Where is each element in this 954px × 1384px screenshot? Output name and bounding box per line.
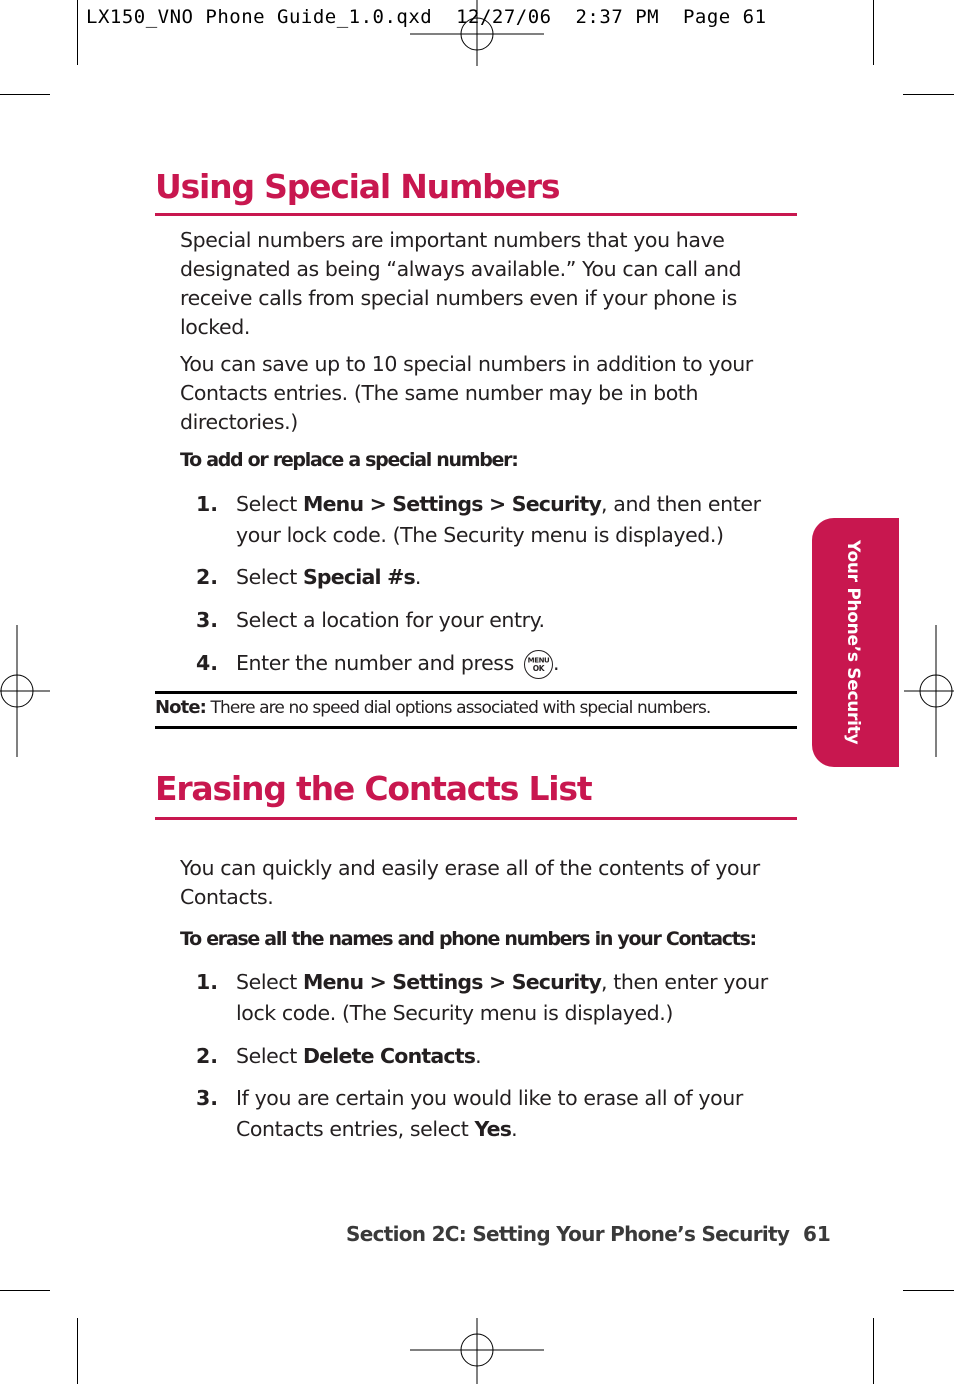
print-slug: LX150_VNO Phone Guide_1.0.qxd 12/27/06 2:37 PM Page 61 bbox=[86, 6, 767, 28]
subhead-erase-all: To erase all the names and phone numbers in your Contacts: bbox=[180, 928, 756, 950]
step-number: 1. bbox=[196, 492, 219, 516]
paragraph-erase-intro: You can quickly and easily erase all of the contents of your Contacts. bbox=[180, 856, 760, 909]
menu-ok-key-label: OK bbox=[532, 663, 545, 673]
registration-mark-icon bbox=[410, 1318, 544, 1384]
step-number: 4. bbox=[196, 651, 219, 675]
title-rule bbox=[155, 817, 797, 820]
step-number: 3. bbox=[196, 1086, 219, 1110]
crop-mark bbox=[903, 1290, 954, 1291]
section-title-special-numbers: Using Special Numbers bbox=[155, 167, 560, 206]
step-number: 1. bbox=[196, 970, 219, 994]
note-rule-bottom bbox=[155, 726, 797, 729]
side-tab-label: Your Phone’s Security bbox=[843, 540, 863, 745]
registration-mark-icon bbox=[904, 625, 954, 757]
crop-mark bbox=[77, 0, 78, 65]
note-rule-top bbox=[155, 691, 797, 694]
registration-mark-icon bbox=[410, 0, 544, 66]
subhead-add-special: To add or replace a special number: bbox=[180, 449, 518, 471]
step-number: 2. bbox=[196, 565, 219, 589]
note-text: There are no speed dial options associated with special numbers. bbox=[205, 698, 711, 718]
menu-ok-key-icon bbox=[524, 650, 553, 679]
step-number: 3. bbox=[196, 608, 219, 632]
registration-mark-icon bbox=[0, 625, 50, 757]
paragraph-special-limit: You can save up to 10 special numbers in addition to your Contacts entries. (The same number may be in both directories.) bbox=[180, 352, 753, 434]
crop-mark bbox=[77, 1318, 78, 1384]
menu-ok-key-label: MENU bbox=[527, 656, 550, 664]
crop-mark bbox=[0, 94, 50, 95]
crop-mark bbox=[903, 94, 954, 95]
crop-mark bbox=[873, 0, 874, 65]
step-text: Select Special #s. bbox=[236, 565, 421, 589]
side-tab bbox=[812, 518, 899, 767]
page-number: 61 bbox=[803, 1222, 831, 1246]
section-title-erasing-contacts: Erasing the Contacts List bbox=[155, 769, 592, 808]
step-text: If you are certain you would like to erase all of your Contacts entries, select Yes. bbox=[236, 1086, 743, 1141]
note bbox=[155, 697, 710, 718]
crop-mark bbox=[873, 1318, 874, 1384]
step-text: Select Menu > Settings > Security, then enter your lock code. (The Security menu is displayed.) bbox=[236, 970, 768, 1025]
crop-mark bbox=[0, 1290, 50, 1291]
step-text: Select Menu > Settings > Security, and then enter your lock code. (The Security menu is displayed.) bbox=[236, 492, 761, 547]
step-text: Select Delete Contacts. bbox=[236, 1044, 482, 1068]
step-number: 2. bbox=[196, 1044, 219, 1068]
footer-section: Section 2C: Setting Your Phone’s Security bbox=[346, 1222, 790, 1246]
paragraph-special-intro: Special numbers are important numbers that you have designated as being “always available.” You can call and receive calls from special numbers even if your phone is locked. bbox=[180, 228, 742, 339]
step-text: Enter the number and press MENU OK . bbox=[236, 648, 776, 679]
note-label: Note: bbox=[155, 697, 206, 718]
step-text: Select a location for your entry. bbox=[236, 608, 545, 632]
title-rule bbox=[155, 213, 797, 216]
